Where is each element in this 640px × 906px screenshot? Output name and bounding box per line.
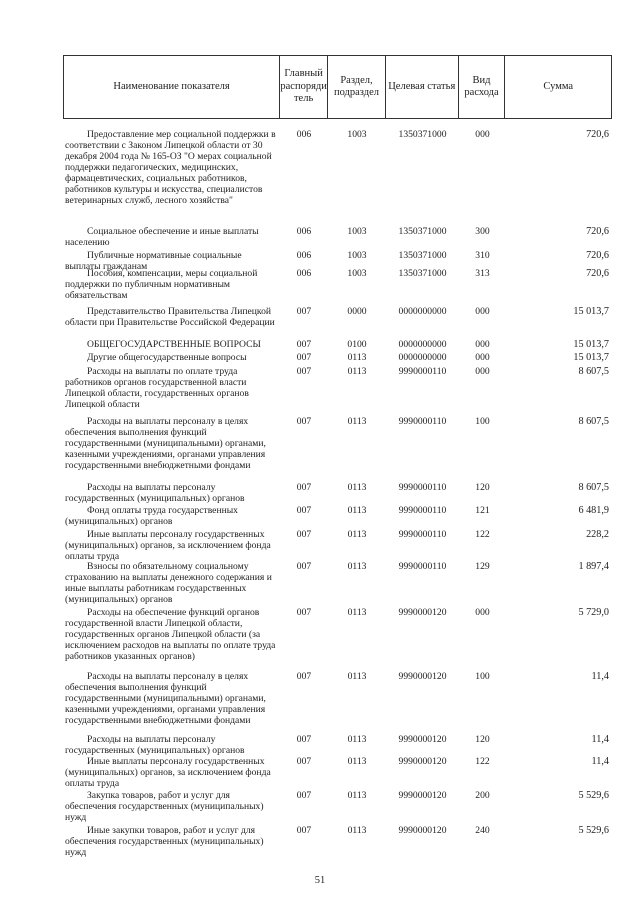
- row-name-line: Иные выплаты персоналу государственных: [87, 529, 265, 540]
- header-razdel: Раздел, подраздел: [328, 56, 386, 118]
- row-celevaya: 9990000110: [398, 561, 447, 572]
- row-name-line: области при Правительстве Российской Федерации: [65, 317, 275, 328]
- row-name-line: Расходы на выплаты персоналу: [87, 734, 216, 745]
- row-summa: 11,4: [591, 734, 609, 745]
- row-razdel: 1003: [347, 129, 367, 140]
- row-vid: 000: [475, 352, 490, 363]
- row-name: [65, 416, 279, 471]
- row-celevaya: 9990000120: [398, 734, 447, 745]
- row-name-line: государственных органов Липецкой области (за: [65, 629, 261, 640]
- row-name-line: ОБЩЕГОСУДАРСТВЕННЫЕ ВОПРОСЫ: [87, 339, 261, 350]
- row-celevaya: 9990000110: [398, 482, 447, 493]
- row-name-line: Представительство Правительства Липецкой: [87, 306, 271, 317]
- row-name-line: иные выплаты работникам государственных: [65, 583, 247, 594]
- row-name: [65, 607, 279, 662]
- row-summa: 8 607,5: [578, 482, 609, 493]
- row-vid: 200: [475, 790, 490, 801]
- row-name: [65, 482, 279, 504]
- row-name-line: Взносы по обязательному социальному: [87, 561, 249, 572]
- row-glavny: 007: [296, 352, 312, 363]
- row-vid: 100: [475, 416, 490, 427]
- row-glavny: 006: [296, 129, 312, 140]
- row-name-line: Закупка товаров, работ и услуг для: [87, 790, 230, 801]
- header-glavny: Главный распоряди тель: [280, 56, 328, 118]
- row-glavny: 007: [296, 756, 312, 767]
- row-celevaya: 1350371000: [398, 129, 447, 140]
- row-name-line: Иные закупки товаров, работ и услуг для: [87, 825, 256, 836]
- row-celevaya: 9990000120: [398, 671, 447, 682]
- row-name-line: казенными учреждениями, органами управления: [65, 704, 266, 715]
- row-vid: 120: [475, 482, 490, 493]
- row-vid: 000: [475, 339, 490, 350]
- row-name-line: оплаты труда: [65, 551, 120, 562]
- row-celevaya: 1350371000: [398, 226, 447, 237]
- row-glavny: 007: [296, 416, 312, 427]
- header-vid: Вид расхода: [459, 56, 506, 118]
- row-vid: 100: [475, 671, 490, 682]
- row-razdel: 0113: [347, 790, 367, 801]
- row-vid: 000: [475, 129, 490, 140]
- row-name-line: Публичные нормативные социальные: [87, 250, 242, 261]
- row-razdel: 1003: [347, 226, 367, 237]
- row-summa: 5 529,6: [578, 825, 609, 836]
- row-glavny: 006: [296, 268, 312, 279]
- row-name-line: Иные выплаты персоналу государственных: [87, 756, 265, 767]
- row-name-line: государственных (муниципальных) органов: [65, 493, 245, 504]
- row-name-line: страхованию на выплаты денежного содержания и: [65, 572, 272, 583]
- row-summa: 11,4: [591, 756, 609, 767]
- row-razdel: 0113: [347, 482, 367, 493]
- row-summa: 6 481,9: [578, 505, 609, 516]
- row-name: [65, 734, 279, 756]
- row-name-line: Расходы на выплаты персоналу в целях: [87, 416, 249, 427]
- row-summa: 8 607,5: [578, 366, 609, 377]
- row-name: [65, 529, 279, 562]
- row-summa: 720,6: [586, 226, 609, 237]
- row-razdel: 0113: [347, 416, 367, 427]
- row-name-line: Расходы на обеспечение функций органов: [87, 607, 260, 618]
- row-summa: 15 013,7: [573, 306, 609, 317]
- row-name-line: фармацевтических, социальных работников,: [65, 173, 247, 184]
- row-summa: 228,2: [586, 529, 609, 540]
- row-razdel: 0113: [347, 825, 367, 836]
- row-name-line: Расходы на выплаты персоналу: [87, 482, 216, 493]
- row-vid: 313: [475, 268, 490, 279]
- row-name-line: обеспечения выполнения функций: [65, 682, 207, 693]
- row-summa: 5 729,0: [578, 607, 609, 618]
- row-glavny: 007: [296, 734, 312, 745]
- row-razdel: 1003: [347, 250, 367, 261]
- row-vid: 300: [475, 226, 490, 237]
- row-summa: 720,6: [586, 250, 609, 261]
- row-celevaya: 1350371000: [398, 268, 447, 279]
- row-name-line: декабря 2004 года № 165-ОЗ "О мерах социальной: [65, 151, 272, 162]
- row-glavny: 007: [296, 306, 312, 317]
- row-glavny: 007: [296, 505, 312, 516]
- row-name-line: обязательствам: [65, 290, 128, 301]
- row-razdel: 0000: [347, 306, 367, 317]
- row-name-line: (муниципальных) органов: [65, 516, 173, 527]
- row-razdel: 0113: [347, 607, 367, 618]
- row-name-line: государственной власти Липецкой области,: [65, 618, 243, 629]
- row-name-line: выплаты гражданам: [65, 261, 148, 272]
- row-name-line: Предоставление мер социальной поддержки в: [87, 129, 276, 140]
- row-razdel: 0113: [347, 366, 367, 377]
- row-name-line: Другие общегосударственные вопросы: [87, 352, 247, 363]
- row-name-line: государственными (муниципальными) органами,: [65, 438, 266, 449]
- row-summa: 1 897,4: [578, 561, 609, 572]
- row-celevaya: 9990000120: [398, 607, 447, 618]
- row-vid: 122: [475, 529, 490, 540]
- row-name-line: государственными внебюджетными фондами: [65, 460, 251, 471]
- row-glavny: 007: [296, 561, 312, 572]
- row-name-line: работников указанных органов): [65, 651, 195, 662]
- row-name: [65, 268, 279, 301]
- row-summa: 720,6: [586, 129, 609, 140]
- row-name-line: исключением расходов на выплаты по оплате труда: [65, 640, 276, 651]
- row-vid: 121: [475, 505, 490, 516]
- row-vid: 000: [475, 607, 490, 618]
- row-name-line: государственными внебюджетными фондами: [65, 715, 251, 726]
- header-summa: Сумма: [543, 80, 574, 92]
- row-summa: 720,6: [586, 268, 609, 279]
- row-name-line: поддержки педагогических, медицинских,: [65, 162, 239, 173]
- row-razdel: 0113: [347, 671, 367, 682]
- row-celevaya: 9990000110: [398, 416, 447, 427]
- row-name-line: Расходы на выплаты персоналу в целях: [87, 671, 249, 682]
- row-name-line: казенными учреждениями, органами управления: [65, 449, 266, 460]
- row-name-line: оплаты труда: [65, 778, 120, 789]
- row-name-line: Фонд оплаты труда государственных: [87, 505, 238, 516]
- row-razdel: 0113: [347, 756, 367, 767]
- row-name: [65, 756, 279, 789]
- row-razdel: 0113: [347, 529, 367, 540]
- row-name-line: государственными (муниципальными) органами,: [65, 693, 266, 704]
- header-name: Наименование показателя: [64, 56, 280, 118]
- row-celevaya: 1350371000: [398, 250, 447, 261]
- row-name: [65, 306, 279, 328]
- row-name-line: (муниципальных) органов, за исключением фонда: [65, 540, 271, 551]
- row-glavny: 007: [296, 482, 312, 493]
- row-name: [65, 339, 279, 350]
- row-celevaya: 9990000110: [398, 366, 447, 377]
- row-name-line: Липецкой области: [65, 399, 140, 410]
- row-name-line: обеспечения государственных (муниципальных): [65, 801, 264, 812]
- row-vid: 000: [475, 306, 490, 317]
- row-name-line: (муниципальных) органов: [65, 594, 173, 605]
- row-name-line: Липецкой области, государственных органов: [65, 388, 249, 399]
- row-glavny: 007: [296, 529, 312, 540]
- row-glavny: 007: [296, 825, 312, 836]
- row-vid: 120: [475, 734, 490, 745]
- row-summa: 15 013,7: [573, 339, 609, 350]
- row-celevaya: 9990000120: [398, 790, 447, 801]
- row-celevaya: 9990000120: [398, 825, 447, 836]
- row-summa: 15 013,7: [573, 352, 609, 363]
- row-razdel: 0113: [347, 734, 367, 745]
- row-vid: 122: [475, 756, 490, 767]
- row-summa: 5 529,6: [578, 790, 609, 801]
- row-name: [65, 366, 279, 410]
- row-name: [65, 790, 279, 823]
- row-razdel: 1003: [347, 268, 367, 279]
- row-name-line: государственных (муниципальных) органов: [65, 745, 245, 756]
- row-razdel: 0113: [347, 505, 367, 516]
- row-name: [65, 352, 279, 363]
- row-glavny: 007: [296, 671, 312, 682]
- row-name-line: поддержки по публичным нормативным: [65, 279, 230, 290]
- row-name-line: нужд: [65, 812, 87, 823]
- row-glavny: 006: [296, 226, 312, 237]
- page-number: 51: [314, 875, 326, 886]
- row-celevaya: 0000000000: [398, 352, 447, 363]
- row-name: [65, 671, 279, 726]
- row-glavny: 007: [296, 339, 312, 350]
- row-name: [65, 226, 279, 248]
- row-name: [65, 561, 279, 605]
- row-name-line: Расходы на выплаты по оплате труда: [87, 366, 238, 377]
- row-name-line: работников органов государственной власти: [65, 377, 247, 388]
- row-glavny: 007: [296, 790, 312, 801]
- row-name-line: обеспечения государственных (муниципальных): [65, 836, 264, 847]
- row-razdel: 0100: [347, 339, 367, 350]
- row-name: [65, 505, 279, 527]
- row-name-line: ветеринарных служб, лесного хозяйства": [65, 195, 233, 206]
- row-name: [65, 129, 279, 206]
- row-summa: 8 607,5: [578, 416, 609, 427]
- row-name-line: Социальное обеспечение и иные выплаты: [87, 226, 259, 237]
- row-name-line: обеспечения выполнения функций: [65, 427, 207, 438]
- row-celevaya: 0000000000: [398, 339, 447, 350]
- row-name-line: нужд: [65, 847, 87, 858]
- row-glavny: 006: [296, 250, 312, 261]
- row-name-line: соответствии с Законом Липецкой области от 30: [65, 140, 263, 151]
- row-name-line: (муниципальных) органов, за исключением фонда: [65, 767, 271, 778]
- row-razdel: 0113: [347, 352, 367, 363]
- row-celevaya: 0000000000: [398, 306, 447, 317]
- row-vid: 310: [475, 250, 490, 261]
- row-name-line: Пособия, компенсации, меры социальной: [87, 268, 258, 279]
- row-name-line: населению: [65, 237, 110, 248]
- header-celevaya: Целевая статья: [386, 56, 459, 118]
- row-celevaya: 9990000110: [398, 505, 447, 516]
- row-vid: 240: [475, 825, 490, 836]
- row-celevaya: 9990000120: [398, 756, 447, 767]
- row-razdel: 0113: [347, 561, 367, 572]
- row-glavny: 007: [296, 366, 312, 377]
- row-vid: 000: [475, 366, 490, 377]
- row-name: [65, 825, 279, 858]
- row-summa: 11,4: [591, 671, 609, 682]
- row-celevaya: 9990000110: [398, 529, 447, 540]
- row-name-line: работников культуры и искусства, специалистов: [65, 184, 263, 195]
- row-glavny: 007: [296, 607, 312, 618]
- row-vid: 129: [475, 561, 490, 572]
